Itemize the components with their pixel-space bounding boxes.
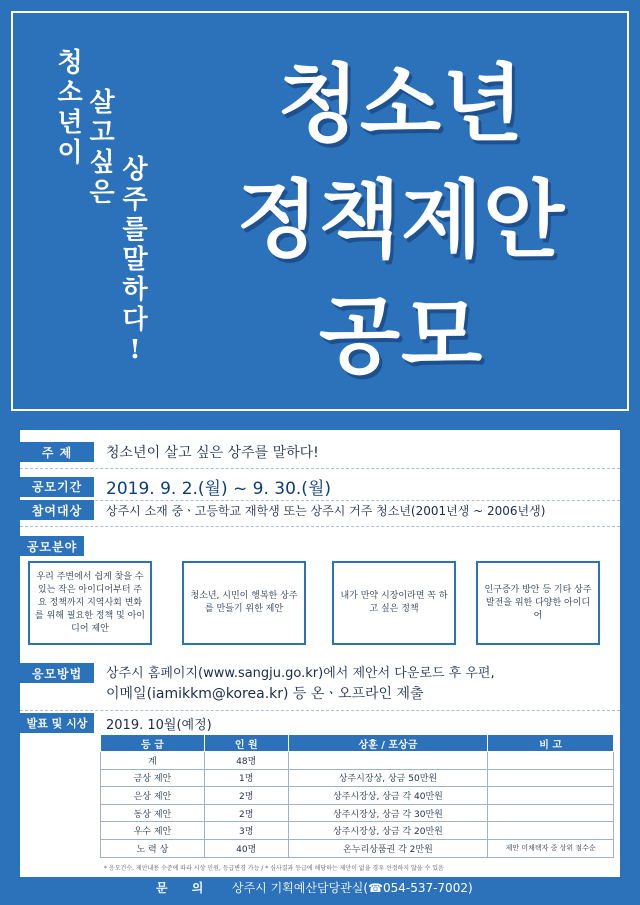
slogan-char: 년 — [57, 108, 83, 138]
table-row — [101, 787, 614, 805]
field-card-3 — [332, 561, 456, 645]
contact-bar — [0, 877, 640, 898]
field-card-1 — [28, 561, 152, 645]
slogan-char: 하 — [122, 275, 148, 305]
period-value: 2019. 9. 2.(월) ~ 9. 30.(월) — [106, 479, 331, 499]
info-panel — [20, 430, 620, 896]
slogan-char: 소 — [57, 78, 83, 108]
slogan-char: 살 — [89, 88, 115, 118]
contact-label: 문 의 — [156, 881, 214, 895]
theme-label: 주 제 — [20, 442, 94, 462]
table-row — [101, 752, 614, 770]
slogan-char: 주 — [122, 185, 148, 215]
title-line-1: 청소년 — [277, 55, 525, 153]
awards-label: 발표 및 시상 — [20, 713, 94, 733]
slogan-char: 말 — [122, 245, 148, 275]
table-row — [101, 839, 614, 857]
theme-row — [20, 442, 319, 462]
cell — [488, 804, 614, 822]
slogan-char: 다 — [122, 305, 148, 335]
field-text: 인구증가 방안 등 기타 상주 발전을 위한 다양한 아이디어 — [484, 584, 592, 621]
slogan-column-3 — [113, 155, 157, 365]
cell — [488, 822, 614, 840]
header-grade: 등 급 — [101, 735, 205, 752]
title-line-3: 공모 — [318, 287, 484, 385]
cell: 상주시장상, 상금 각 20만원 — [288, 822, 488, 840]
header-prize: 상훈 / 포상금 — [288, 735, 488, 752]
slogan-char: 싶 — [89, 148, 115, 178]
fields-label: 공모분야 — [20, 536, 84, 556]
awards-row — [20, 713, 212, 733]
cell: 40명 — [204, 839, 288, 857]
field-card-2 — [182, 561, 306, 645]
method-text — [106, 664, 606, 704]
slogan-char: 고 — [89, 118, 115, 148]
slogan-char: 은 — [89, 178, 115, 208]
method-row — [20, 663, 94, 683]
period-label: 공모기간 — [20, 477, 94, 497]
field-card-4 — [476, 561, 600, 645]
cell: 제안 미채택자 중 상위 점수순 — [488, 839, 614, 857]
period-row — [20, 474, 331, 499]
cell: 노 력 상 — [101, 839, 205, 857]
cell: 우수 제안 — [101, 822, 205, 840]
method-label: 응모방법 — [20, 663, 94, 683]
cell: 2명 — [204, 787, 288, 805]
field-text: 내가 만약 시장이라면 꼭 하고 싶은 정책 — [340, 591, 448, 614]
target-row — [20, 500, 545, 520]
cell: 48명 — [204, 752, 288, 770]
divider — [20, 468, 620, 469]
header-note: 비 고 — [488, 735, 614, 752]
slogan-char: ! — [129, 335, 141, 365]
field-text: 청소년, 시민이 행복한 상주를 만들기 위한 제안 — [190, 591, 298, 614]
cell: 온누리상품권 각 2만원 — [288, 839, 488, 857]
divider — [20, 710, 620, 711]
fields-row — [20, 536, 84, 556]
cell: 금상 제안 — [101, 769, 205, 787]
cell: 3명 — [204, 822, 288, 840]
method-line-2: 이메일(iamikkm@korea.kr) 등 온ㆍ오프라인 제출 — [106, 686, 424, 702]
awards-footnote: * 응모건수, 제안내용 수준에 따라 시상 인원, 등급변경 가능 / * 심사결과 등급에 해당하는 제안이 없을 경우 선정하지 않을 수 있음 — [104, 865, 444, 872]
awards-header-row — [101, 735, 614, 752]
divider — [20, 526, 620, 527]
theme-value: 청소년이 살고 싶은 상주를 말하다! — [106, 445, 319, 461]
slogan-char: 를 — [122, 215, 148, 245]
awards-table — [100, 734, 614, 858]
cell: 계 — [101, 752, 205, 770]
cell: 상주시장상, 상금 각 40만원 — [288, 787, 488, 805]
poster-title — [196, 46, 606, 394]
cell: 1명 — [204, 769, 288, 787]
bottom-strip — [0, 898, 640, 905]
title-line-2: 정책제안 — [236, 171, 566, 269]
cell: 동상 제안 — [101, 804, 205, 822]
method-line-1: 상주시 홈페이지(www.sangju.go.kr)에서 제안서 다운로드 후 우편, — [106, 666, 495, 681]
cell: 2명 — [204, 804, 288, 822]
cell — [288, 752, 488, 770]
cell: 상주시장상, 상금 각 30만원 — [288, 804, 488, 822]
cell — [488, 769, 614, 787]
slogan-char: 이 — [57, 138, 83, 168]
contact-text: 상주시 기획예산담당관실(☎054-537-7002) — [232, 881, 473, 895]
field-text: 우리 주변에서 쉽게 찾을 수 있는 작은 아이디어부터 주요 정책까지 지역사회 변화를 위해 필요한 정책 및 아이디어 제안 — [35, 571, 145, 634]
slogan-char: 청 — [57, 48, 83, 78]
table-row — [101, 769, 614, 787]
cell — [488, 787, 614, 805]
cell: 은상 제안 — [101, 787, 205, 805]
awards-date: 2019. 10월(예정) — [106, 717, 212, 733]
hero-banner — [0, 0, 640, 430]
table-row — [101, 822, 614, 840]
cell — [488, 752, 614, 770]
cell: 상주시장상, 상금 50만원 — [288, 769, 488, 787]
slogan-char: 상 — [122, 155, 148, 185]
target-value: 상주시 소재 중ㆍ고등학교 재학생 또는 상주시 거주 청소년(2001년생 ~ 2006년생) — [106, 503, 546, 518]
header-count: 인 원 — [204, 735, 288, 752]
table-row — [101, 804, 614, 822]
target-label: 참여대상 — [20, 500, 94, 520]
